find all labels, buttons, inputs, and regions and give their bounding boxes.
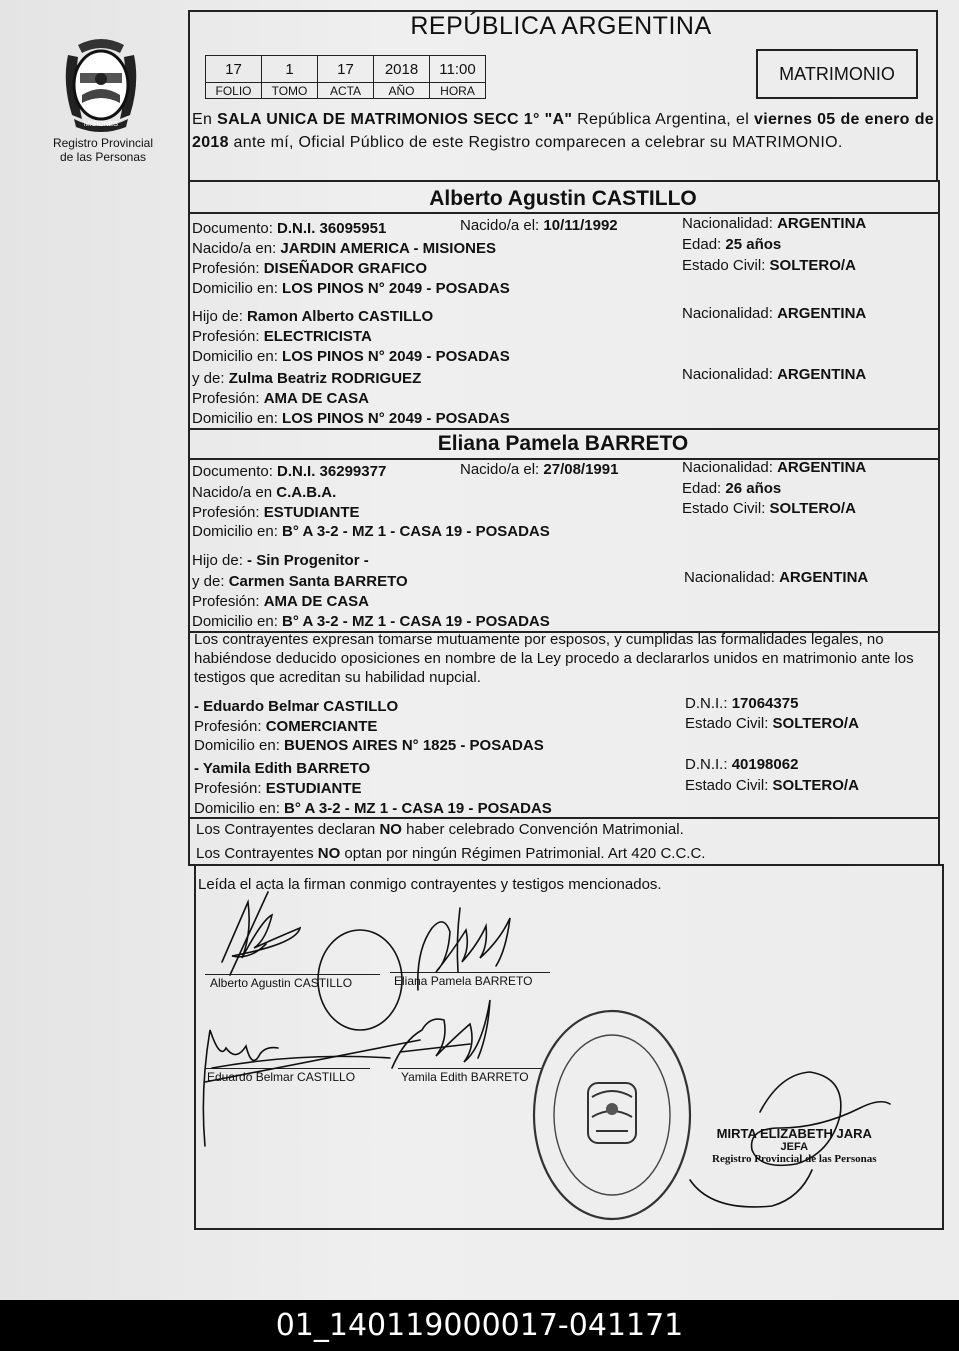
intro-text-1: En [192,111,218,128]
bride-mother-address: Domicilio en: B° A 3-2 - MZ 1 - CASA 19 - POSADAS [192,613,550,630]
anio-label: AÑO [374,83,430,99]
svg-text:MISIONES: MISIONES [83,121,119,128]
bride-father: Hijo de: - Sin Progenitor - [192,552,369,569]
witness2-profession: Profesión: ESTUDIANTE [194,780,362,797]
document-id-bar [0,1300,959,1351]
groom-father-nationality: Nacionalidad: ARGENTINA [682,305,867,322]
witness2-signature-line [398,1068,543,1069]
declaration-paragraph: Los contrayentes expresan tomarse mutuamente por esposos, y cumplidas las formalidades legales, no habiéndose deducido oposiciones en nombre de la Ley procedo a declararlos unidos en matrimonio ante los testigos que acreditan su habilidad nupcial. [194,631,914,686]
folio-label: FOLIO [206,83,262,99]
groom-father: Hijo de: Ramon Alberto CASTILLO [192,308,434,325]
witness2-signature-label: Yamila Edith BARRETO [401,1070,529,1084]
groom-civil-status: Estado Civil: SOLTERO/A [682,257,856,274]
registry-caption [36,136,170,164]
bride-nationality: Nacionalidad: ARGENTINA [682,459,867,476]
official-office: Registro Provincial de las Personas [712,1153,877,1165]
groom-name: Alberto Agustin CASTILLO [429,187,697,210]
groom-father-address: Domicilio en: LOS PINOS N° 2049 - POSADAS [192,348,510,365]
bride-mother-nationality: Nacionalidad: ARGENTINA [684,569,869,586]
witness1-civil-status: Estado Civil: SOLTERO/A [685,715,859,732]
registry-caption-line2: de las Personas [59,150,147,164]
witness1-signature-label: Eduardo Belmar CASTILLO [207,1070,356,1084]
bride-birthdate: Nacido/a el: 27/08/1991 [460,461,619,478]
acta-value: 17 [318,56,374,83]
bride-name: Eliana Pamela BARRETO [437,432,689,455]
acta-label: ACTA [318,83,374,99]
bride-signature-label: Eliana Pamela BARRETO [394,974,533,988]
groom-address: Domicilio en: LOS PINOS N° 2049 - POSADAS [192,280,510,297]
document-title: REPÚBLICA ARGENTINA [410,12,712,40]
witness1-signature-line [205,1068,370,1069]
signatures-lead: Leída el acta la firman conmigo contrayentes y testigos mencionados. [198,876,662,893]
groom-nationality: Nacionalidad: ARGENTINA [682,215,867,232]
divider [188,212,938,214]
act-meta-table [205,55,486,99]
official-signature-block [712,1126,877,1165]
groom-documento: Documento: D.N.I. 36095951 [192,220,387,237]
witness2-name: - Yamila Edith BARRETO [194,760,371,777]
tomo-value: 1 [262,56,318,83]
divider [188,817,938,819]
intro-date: viernes 05 de enero de 2018 [192,111,934,151]
official-stamp-icon [530,1005,695,1225]
intro-sala: SALA UNICA DE MATRIMONIOS SECC 1° "A" [217,111,573,128]
bride-mother-profession: Profesión: AMA DE CASA [192,593,369,610]
groom-mother-profession: Profesión: AMA DE CASA [192,390,369,407]
witness1-profession: Profesión: COMERCIANTE [194,718,378,735]
groom-birthdate: Nacido/a el: 10/11/1992 [460,217,618,234]
document-id: 01_140119000017-041171 [275,1308,684,1343]
anio-value: 2018 [374,56,430,83]
hora-value: 11:00 [430,56,486,83]
bride-profession: Profesión: ESTUDIANTE [192,504,360,521]
intro-paragraph [192,108,934,154]
bride-address: Domicilio en: B° A 3-2 - MZ 1 - CASA 19 - POSADAS [192,523,550,540]
tomo-label: TOMO [262,83,318,99]
divider [188,428,938,430]
bride-documento: Documento: D.N.I. 36299377 [192,463,387,480]
groom-age: Edad: 25 años [682,236,782,253]
witness2-dni: D.N.I.: 40198062 [685,756,799,773]
province-emblem-icon [58,33,144,133]
intro-text-3: ante mí, Oficial Público de este Registro comparecen a celebrar su MATRIMONIO. [228,134,843,151]
groom-signature-label: Alberto Agustin CASTILLO [210,976,353,990]
witness1-dni: D.N.I.: 17064375 [685,695,799,712]
groom-mother: y de: Zulma Beatriz RODRIGUEZ [192,370,422,387]
hora-label: HORA [430,83,486,99]
bride-birthplace: Nacido/a en C.A.B.A. [192,484,337,501]
bride-mother: y de: Carmen Santa BARRETO [192,573,408,590]
witness2-address: Domicilio en: B° A 3-2 - MZ 1 - CASA 19 - POSADAS [194,800,552,817]
convention-line2: Los Contrayentes NO optan por ningún Régimen Patrimonial. Art 420 C.C.C. [196,845,706,862]
bride-age: Edad: 26 años [682,480,782,497]
folio-value: 17 [206,56,262,83]
act-type-box: MATRIMONIO [756,49,918,99]
intro-text-2: República Argentina, el [572,111,755,128]
bride-signature-line [390,972,550,973]
groom-mother-address: Domicilio en: LOS PINOS N° 2049 - POSADAS [192,410,510,427]
registry-caption-line1: Registro Provincial [52,136,154,150]
groom-profession: Profesión: DISEÑADOR GRAFICO [192,260,428,277]
groom-father-profession: Profesión: ELECTRICISTA [192,328,372,345]
groom-birthplace: Nacido/a en: JARDIN AMERICA - MISIONES [192,240,496,257]
official-role: JEFA [780,1141,809,1153]
convention-line1: Los Contrayentes declaran NO haber celebrado Convención Matrimonial. [196,821,684,838]
witness1-address: Domicilio en: BUENOS AIRES N° 1825 - POSADAS [194,737,544,754]
official-name: MIRTA ELIZABETH JARA [716,1126,872,1141]
witness1-name: - Eduardo Belmar CASTILLO [194,698,399,715]
groom-signature-line [205,974,380,975]
witness2-civil-status: Estado Civil: SOLTERO/A [685,777,859,794]
groom-mother-nationality: Nacionalidad: ARGENTINA [682,366,867,383]
bride-civil-status: Estado Civil: SOLTERO/A [682,500,856,517]
